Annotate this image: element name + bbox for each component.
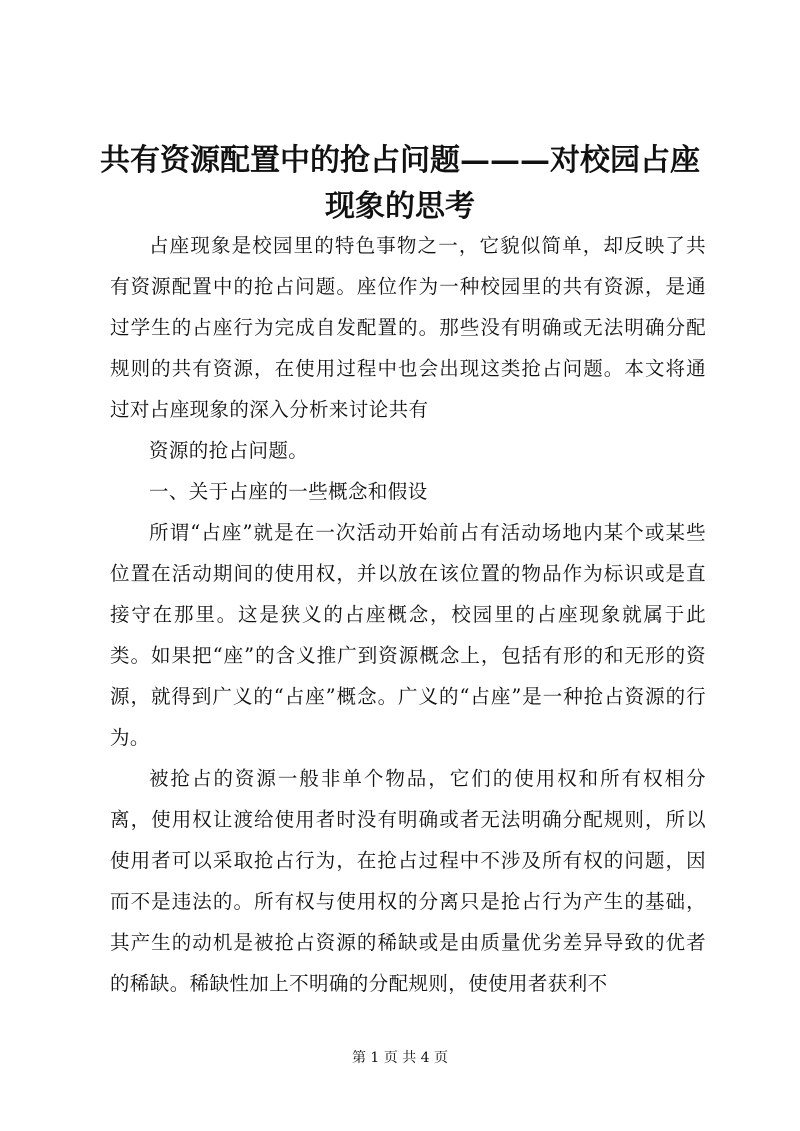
paragraph-definition: 所谓“占座”就是在一次活动开始前占有活动场地内某个或某些位置在活动期间的使用权，并以放在该位置的物品作为标识或是直接守在那里。这是狭义的占座概念，校园里的占座现象就属于此类。如果把“座”的含义推广到资源概念上，包括有形的和无形的资源，就得到广义的“占座”概念。广义的“占座”是一种抢占资源的行为。 bbox=[110, 521, 706, 749]
document-title bbox=[80, 138, 720, 230]
title-line-2: 现象的思考 bbox=[325, 189, 475, 224]
paragraph-intro: 占座现象是校园里的特色事物之一，它貌似简单，却反映了共有资源配置中的抢占问题。座位作为一种校园里的共有资源，是通过学生的占座行为完成自发配置的。那些没有明确或无法明确分配规则的共有资源，在使用过程中也会出现这类抢占问题。本文将通过对占座现象的深入分析来讨论共有 bbox=[110, 234, 706, 421]
title-line-1: 共有资源配置中的抢占问题———对校园占座 bbox=[100, 143, 700, 178]
paragraph-intro-continued: 资源的抢占问题。 bbox=[149, 439, 309, 462]
document-body bbox=[110, 225, 706, 1004]
section-heading: 一、关于占座的一些概念和假设 bbox=[149, 480, 428, 503]
paragraph-analysis: 被抢占的资源一般非单个物品，它们的使用权和所有权相分离，使用权让渡给使用者时没有明确或者无法明确分配规则，所以使用者可以采取抢占行为，在抢占过程中不涉及所有权的问题，因而不是违法的。所有权与使用权的分离只是抢占行为产生的基础，其产生的动机是被抢占资源的稀缺或是由质量优劣差异导致的优者的稀缺。稀缺性加上不明确的分配规则，使使用者获利不 bbox=[110, 767, 706, 995]
page-number-footer: 第 1 页 共 4 页 bbox=[351, 1050, 449, 1066]
